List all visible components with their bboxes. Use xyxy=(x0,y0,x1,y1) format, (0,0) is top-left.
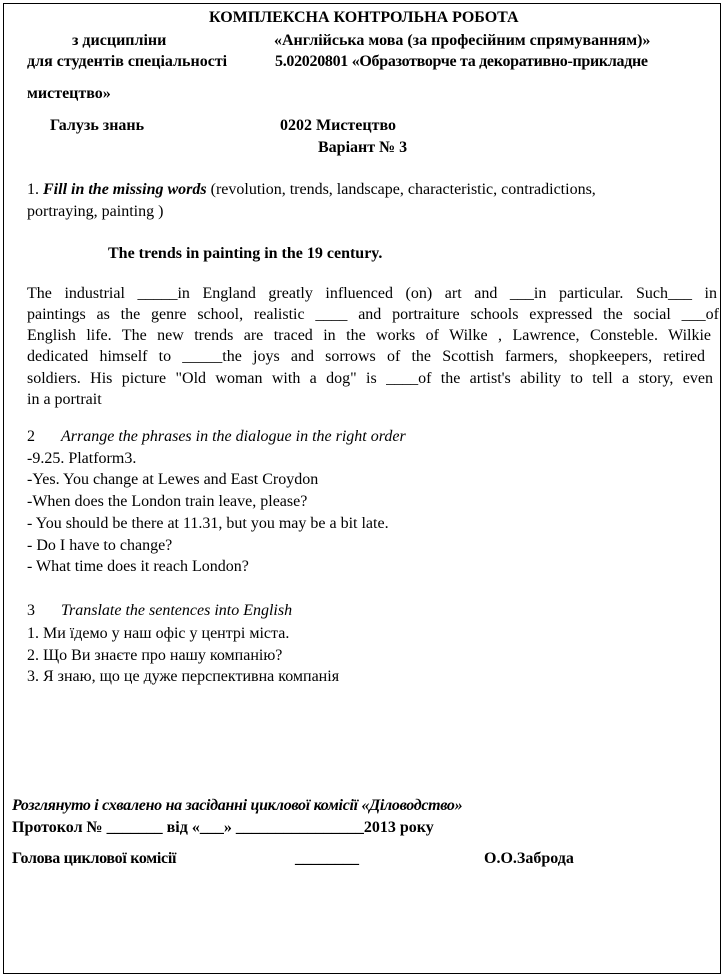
sentence-line: 2. Що Ви знаєте про нашу компанію? xyxy=(27,647,283,664)
document-title: КОМПЛЕКСНА КОНТРОЛЬНА РОБОТА xyxy=(209,9,519,26)
commission-head-name: О.О.Заброда xyxy=(484,850,574,867)
task1-words: (revolution, trends, landscape, characteristic, contradictions, xyxy=(210,181,596,198)
protocol-line: Протокол № _______ від «___» ________________2013 року xyxy=(12,819,434,836)
task1-text-line: The industrial _____in England greatly influenced (on) art and ___in particular. Such___ in xyxy=(27,285,717,302)
dialogue-line: - You should be there at 11.31, but you may be a bit late. xyxy=(27,515,389,532)
task1-text-line: soldiers. His picture "Old woman with a dog" is ____of the artist's ability to tell a story, even xyxy=(27,370,713,387)
task3-instruction: Translate the sentences into English xyxy=(61,602,293,619)
specialty-value-cont: мистецтво» xyxy=(27,85,111,102)
task1-text-line: paintings as the genre school, realistic ____ and portraiture schools expressed the social ___of xyxy=(27,306,719,323)
task1-number: 1. xyxy=(27,181,39,198)
field-label: Галузь знань xyxy=(50,117,145,134)
sentence-line: 1. Ми їдемо у наш офіс у центрі міста. xyxy=(27,625,290,642)
task3-number: 3 xyxy=(27,602,35,619)
specialty-value: 5.02020801 «Образотворче та декоративно-прикладне xyxy=(275,53,648,70)
task2-instruction: Arrange the phrases in the dialogue in the right order xyxy=(61,428,406,445)
specialty-label: для студентів спеціальності xyxy=(27,53,228,70)
commission-head-label: Голова циклової комісії xyxy=(12,850,177,867)
discipline-label: з дисципліни xyxy=(72,32,167,49)
task2-number: 2 xyxy=(27,428,35,445)
task1-instruction: Fill in the missing words xyxy=(43,181,207,198)
dialogue-line: -When does the London train leave, please? xyxy=(27,493,308,510)
task1-heading xyxy=(27,180,596,200)
variant-label: Варіант № 3 xyxy=(318,139,408,156)
discipline-value: «Англійська мова (за професійним спрямуванням)» xyxy=(274,32,651,49)
dialogue-line: -Yes. You change at Lewes and East Croydon xyxy=(27,471,319,488)
dialogue-line: -9.25. Platform3. xyxy=(27,450,137,467)
dialogue-line: - What time does it reach London? xyxy=(27,558,249,575)
task1-text-line: dedicated himself to _____the joys and sorrows of the Scottish farmers, shopkeepers, retired xyxy=(27,348,705,365)
sentence-line: 3. Я знаю, що це дуже перспективна компанія xyxy=(27,668,340,685)
dialogue-line: - Do I have to change? xyxy=(27,537,173,554)
field-value: 0202 Мистецтво xyxy=(280,117,396,134)
task1-words-cont: portraying, painting ) xyxy=(27,203,164,220)
task1-subtitle: The trends in painting in the 19 century. xyxy=(108,245,383,262)
task1-text-line: English life. The new trends are traced in the works of Wilke , Lawrence, Consteble. Wilkie xyxy=(27,327,711,344)
approval-note: Розглянуто і схвалено на засіданні циклової комісії «Діловодство» xyxy=(12,797,463,814)
signature-line: ________ xyxy=(295,850,359,867)
task1-text-line: in a portrait xyxy=(27,391,102,408)
